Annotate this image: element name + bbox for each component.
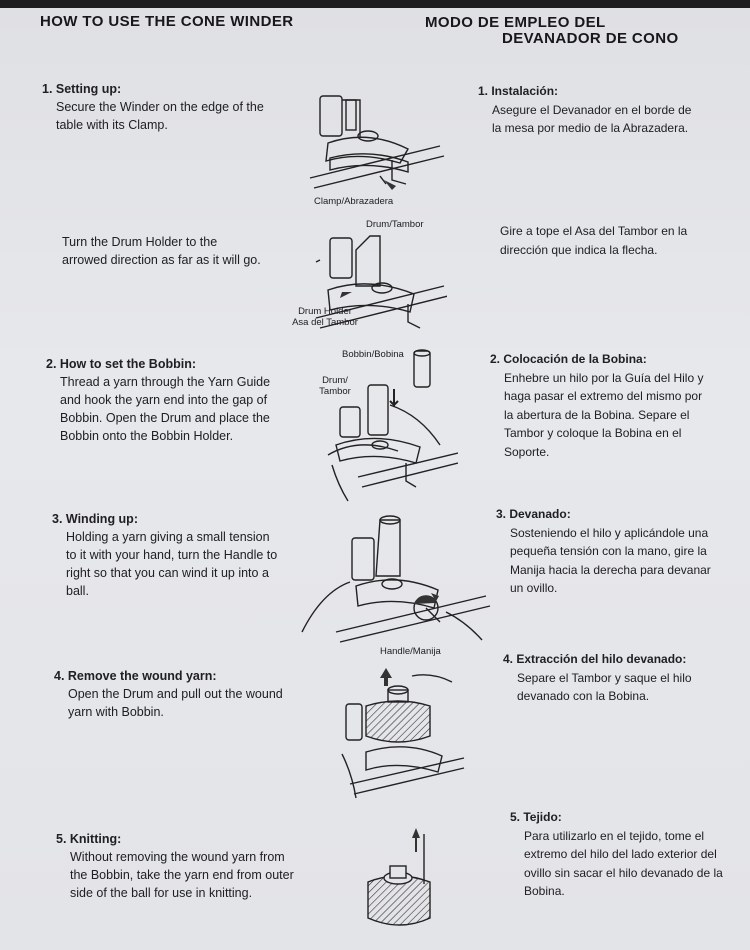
step-en-5-body: Without removing the wound yarn from the Bobbin, take the yarn end from outer side of the ball for use in knitting. <box>70 850 294 900</box>
figure-knitting <box>362 828 437 933</box>
step-en-3-title: 3. Winding up: <box>52 512 138 526</box>
step-en-1b-body: Turn the Drum Holder to the arrowed direction as far as it will go. <box>62 235 261 267</box>
yarn-ball-illustration <box>362 828 437 933</box>
figure-remove-yarn <box>336 666 466 801</box>
step-es-2-body: Enhebre un hilo por la Guía del Hilo y haga pasar el extremo del mismo por la abertura de la Bobina. Separe el Tambor y coloque la Bobina en el Soporte. <box>504 370 704 459</box>
figure-winding <box>296 512 491 647</box>
step-es-1b-body: Gire a tope el Asa del Tambor en la dirección que indica la flecha. <box>500 224 688 257</box>
step-es-5-title: 5. Tejido: <box>510 810 562 824</box>
step-es-3 <box>496 505 716 598</box>
step-es-3-body: Sosteniendo el hilo y aplicándole una pequeña tensión con la mano, gire la Manija hacia la derecha para devanar un ovillo. <box>510 525 711 595</box>
step-es-1b <box>486 222 698 259</box>
figure-clamp <box>300 88 450 203</box>
title-spanish-line1: MODO DE EMPLEO DEL <box>425 14 606 31</box>
step-en-3-body: Holding a yarn giving a small tension to it with your hand, turn the Handle to right so that you can wind it up into a ball. <box>66 530 278 598</box>
step-es-2 <box>490 350 710 461</box>
caption-drum: Drum/Tambor <box>366 219 424 230</box>
step-en-2-title: 2. How to set the Bobbin: <box>46 357 196 371</box>
step-es-3-title: 3. Devanado: <box>496 507 571 521</box>
step-es-5-body: Para utilizarlo en el tejido, tome el extremo del hilo del lado exterior del ovillo sin sacar el hilo devanado de la Bobina. <box>524 828 723 898</box>
step-es-1-body: Asegure el Devanador en el borde de la mesa por medio de la Abrazadera. <box>492 102 692 135</box>
caption-clamp: Clamp/Abrazadera <box>314 196 394 207</box>
winder-remove-yarn-illustration <box>336 666 466 801</box>
step-en-4-title: 4. Remove the wound yarn: <box>54 669 217 683</box>
figure-bobbin <box>318 345 458 505</box>
title-spanish-line2: DEVANADOR DE CONO <box>502 30 679 47</box>
step-en-2-body: Thread a yarn through the Yarn Guide and hook the yarn end into the gap of Bobbin. Open the Drum and place the Bobbin onto the Bobbin Holder. <box>60 375 271 443</box>
step-en-1 <box>42 80 272 134</box>
step-es-4-body: Separe el Tambor y saque el hilo devanado con la Bobina. <box>517 670 692 703</box>
step-es-1 <box>478 82 693 138</box>
caption-bobbin: Bobbin/Bobina <box>342 349 404 360</box>
caption-drum-left-1: Drum/ <box>322 375 348 386</box>
step-en-4-body: Open the Drum and pull out the wound yarn with Bobbin. <box>68 687 283 719</box>
winder-clamp-illustration <box>300 88 450 203</box>
step-es-5 <box>510 808 735 901</box>
step-en-1b <box>48 233 263 269</box>
step-es-1-title: 1. Instalación: <box>478 84 559 98</box>
step-es-4 <box>503 650 723 706</box>
caption-drum-left-2: Tambor <box>319 386 351 397</box>
page-edge-shadow <box>0 0 750 8</box>
step-en-4 <box>54 667 284 721</box>
winder-bobbin-illustration <box>318 345 458 505</box>
caption-handle: Handle/Manija <box>380 646 441 657</box>
caption-drum-holder-en: Drum Holder <box>298 306 352 317</box>
caption-drum-holder-es: Asa del Tambor <box>292 317 358 328</box>
caption-drum-holder <box>280 306 370 328</box>
winder-winding-illustration <box>296 512 491 647</box>
step-en-1-body: Secure the Winder on the edge of the table with its Clamp. <box>56 100 264 132</box>
step-en-5 <box>56 830 296 902</box>
step-en-5-title: 5. Knitting: <box>56 832 122 846</box>
step-es-4-title: 4. Extracción del hilo devanado: <box>503 652 687 666</box>
step-en-3 <box>52 510 280 600</box>
title-english: HOW TO USE THE CONE WINDER <box>40 13 294 30</box>
step-en-1-title: 1. Setting up: <box>42 82 122 96</box>
step-es-2-title: 2. Colocación de la Bobina: <box>490 352 647 366</box>
step-en-2 <box>46 355 278 445</box>
